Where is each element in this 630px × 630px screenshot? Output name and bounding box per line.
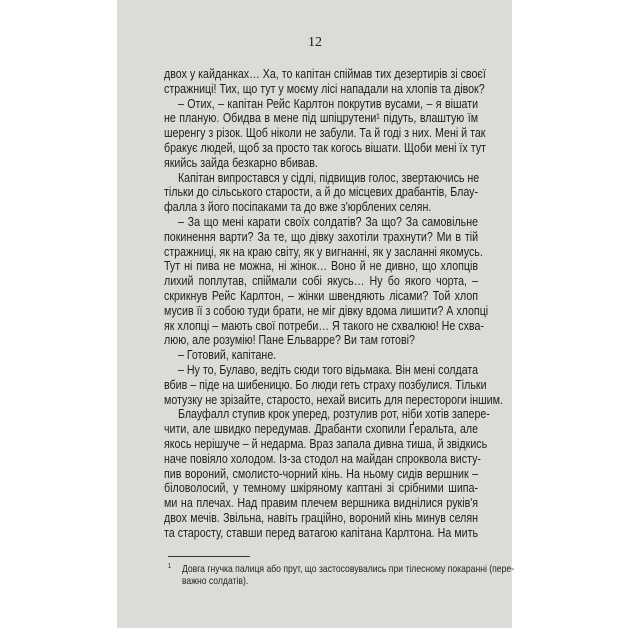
- text-line: – Отих, – капітан Рейс Карлтон покрутив вусами, – я вішати: [177, 95, 479, 111]
- text-line: стражниці! Тих, що тут у моєму лісі нападали на хлопів та дівок?: [164, 80, 485, 96]
- text-line: якось нерішуче – й недарма. Враз запала дивна тиша, й звідкись: [164, 435, 488, 451]
- text-line: шеренгу з різок. Щоб ніколи не забули. Та й годі з них. Мені й так: [164, 125, 486, 141]
- text-line: покинення варти? За те, що дівку захотіли трахнути? Ми в тій: [164, 228, 479, 244]
- text-line: двох мечів. Звільна, навіть граційно, вороний кінь минув селян: [164, 509, 479, 525]
- text-line: та старосту, ставши перед ватагою капітана Карлтона. На мить: [164, 524, 479, 540]
- text-line: мусив її з собою туди брати, не міг дівку вдома лишити? А хлопці: [164, 302, 489, 318]
- text-line: чити, але швидко передумав. Драбанти схопили Ґеральта, але: [164, 421, 479, 437]
- footnote-marker: 1: [168, 563, 172, 570]
- text-line: як хлопці – мають свої потреби… Я такого не схвалюю! Не схва-: [164, 317, 484, 333]
- text-line: Тут ні пива не можна, ні жінок… Воно й не дивно, що хлопців: [164, 258, 479, 274]
- text-line: якийсь зайда безкарно вбивав.: [164, 154, 318, 170]
- text-line: ми на плечах. Над правим плечем вершника виднілися руків'я: [164, 495, 479, 511]
- text-line: вбив – піде на шибеницю. Бо люди геть страху позбулися. Тільки: [164, 376, 487, 392]
- text-line: лихий поплутав, спіймали собі якусь… Ну бо якого чорта, –: [164, 273, 479, 289]
- footnote-line: важно солдатів).: [181, 575, 249, 587]
- text-line: люю, але розумію! Пане Ельварре? Ви там готові?: [164, 332, 415, 348]
- text-line: не планую. Обидва в мене під шпіцрутени¹ підуть, влаштую їм: [164, 110, 479, 126]
- footnote-divider: [168, 556, 250, 557]
- text-line: мотузку не зрізайте, старосто, нехай висить для перестороги іншим.: [164, 391, 503, 407]
- text-line: двох у кайданках… Ха, то капітан спіймав тих дезертирів зі своєї: [164, 66, 486, 81]
- text-line: пив вороний, смолисто-чорний кінь. На ньому сидів вершник –: [164, 465, 479, 481]
- page-number: 12: [308, 35, 322, 50]
- footnote: [168, 563, 515, 587]
- text-line: наче повіяло холодом. Із-за стодол на майдан спроквола висту-: [164, 450, 481, 466]
- text-line: – Ну то, Булаво, ведіть сюди того відьмака. Він мені солдата: [177, 361, 479, 377]
- footnote-line: Довга гнучка палиця або прут, що застосовувались при тілесному покаранні (пере-: [181, 563, 515, 575]
- text-line: скрикнув Рейс Карлтон, – жінки швендяють лісами? Той хлоп: [164, 287, 479, 303]
- text-line: – Готовий, капітане.: [177, 347, 277, 363]
- text-line: Блауфалл ступив крок уперед, розтулив рот, ніби хотів запере-: [177, 406, 490, 422]
- text-line: – За що мені карати своїх солдатів? За що? За самовільне: [177, 213, 479, 229]
- text-line: біловолосий, у темному шкіряному каптані зі срібними шипа-: [164, 480, 479, 496]
- text-line: стражниці, як на краю світу, як у вигнанні, як у засланні якомусь.: [164, 243, 483, 259]
- text-line: фалла з його посіпаками та до вже з'юрблених селян.: [164, 199, 432, 215]
- body-text: [164, 66, 503, 541]
- text-line: тільки до сільського старости, а й до місцевих драбантів, Блау-: [164, 184, 479, 200]
- text-line: Капітан випростався у сідлі, підвищив голос, звертаючись не: [177, 169, 480, 185]
- text-line: бракує людей, щоб за просто так когось вішати. Щоби мені їх тут: [164, 139, 486, 155]
